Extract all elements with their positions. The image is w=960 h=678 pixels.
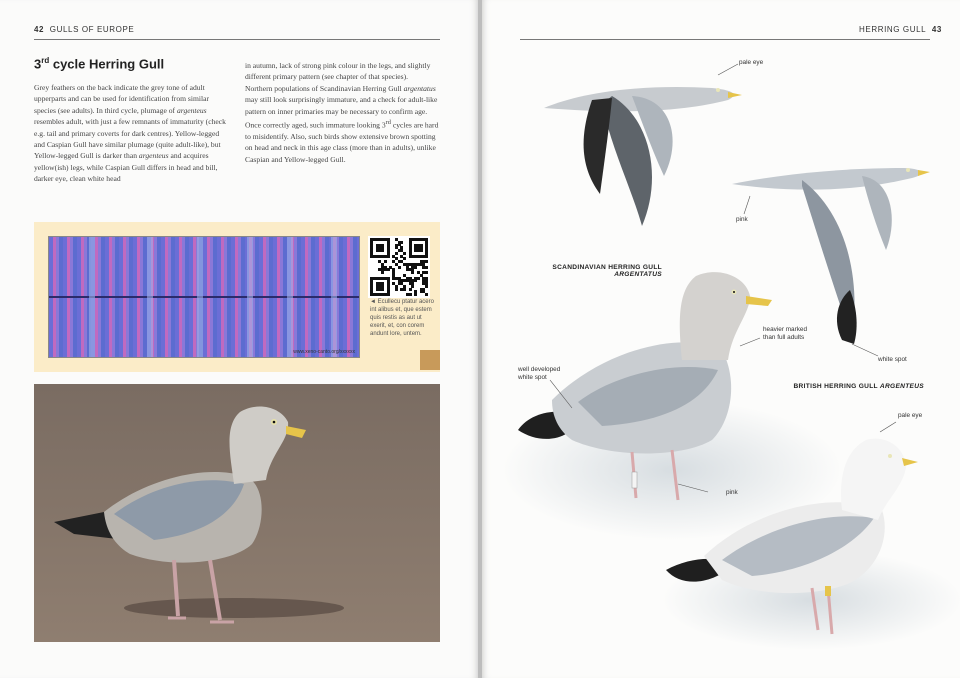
body-text-run: argenteus bbox=[138, 151, 169, 161]
body-text-run: argentatus bbox=[403, 83, 436, 93]
left-page bbox=[0, 0, 478, 678]
page-tab-marker bbox=[420, 350, 440, 370]
body-text-run: resembles adult, with just a few remnants of immaturity (check e.g. tail and primary coverts for dark centres). Yellow-legged and Caspian Gull have similar plumage (quite adult-like), but Yellow-legged Gull is darker than bbox=[34, 117, 226, 161]
body-text-run: Grey feathers on the back indicate the grey tone of adult upperparts and can be used for identification from similar species (see adults). In third cycle, plumage of bbox=[34, 83, 210, 115]
flying-gull-argentatus bbox=[544, 87, 742, 226]
caption-british bbox=[782, 383, 924, 390]
flying-gull-argenteus bbox=[732, 168, 930, 344]
gull-illustrations bbox=[482, 0, 960, 678]
body-text-run: may still look surprisingly immature, and a check for adult-like pattern on inner primaries may be necessary to confirm age. Once correctly aged, such immature looking 3 bbox=[245, 95, 438, 130]
body-column-1 bbox=[34, 82, 230, 185]
label-pale-eye-1: pale eye bbox=[739, 59, 764, 66]
body-text-run: and acquires yellow(ish) legs, while Caspian Gull differs in head and bill, darker eye, clean white head bbox=[34, 151, 218, 184]
caption-scandinavian-line2: ARGENTATUS bbox=[614, 271, 662, 278]
caption-scandinavian-line1: SCANDINAVIAN HERRING GULL bbox=[552, 264, 662, 271]
body-text-run: in autumn, lack of strong pink colour in the legs, and slightly different primary pattern (see chapter of that species). bbox=[245, 61, 431, 82]
body-column-2 bbox=[245, 60, 443, 165]
caption-british-subspecies: ARGENTEUS bbox=[879, 383, 924, 390]
sound-note: ◄ Ecullecu ptatur acero int alibus et, que estem quis restis as aut ut exerit, et, con corem andunt lore, untem. bbox=[370, 299, 434, 337]
title-number: 3 bbox=[34, 56, 42, 72]
gull-photo bbox=[34, 384, 440, 642]
body-text-run: cycles are hard to misidentify. Also, such birds show extensive brown spotting on head and neck in this age class (more than in adults), unlike Caspian and Yellow-legged Gull. bbox=[245, 120, 439, 164]
right-running-head-text: HERRING GULL bbox=[859, 25, 927, 34]
sonogram-credit: www.xeno-canto.org/xxxxxx bbox=[293, 349, 355, 355]
body-text-run: argenteus bbox=[176, 105, 207, 115]
label-pink-1: pink bbox=[736, 216, 748, 223]
label-pink-2: pink bbox=[726, 489, 738, 496]
right-page bbox=[482, 0, 960, 678]
title-sup: rd bbox=[41, 56, 50, 65]
left-header-rule bbox=[34, 39, 440, 40]
label-white-spot: white spot bbox=[878, 356, 907, 363]
page-title bbox=[34, 56, 164, 71]
left-running-head bbox=[34, 25, 134, 34]
sonogram bbox=[48, 236, 360, 358]
label-pale-eye-2: pale eye bbox=[898, 412, 923, 419]
body-text-run: rd bbox=[385, 119, 391, 127]
qr-code[interactable] bbox=[368, 236, 430, 298]
label-heavier-marked: heavier marked than full adults bbox=[763, 326, 808, 341]
title-text: cycle Herring Gull bbox=[49, 56, 165, 72]
body-text-run: Northern populations of Scandinavian Herring Gull bbox=[245, 83, 404, 93]
left-page-number: 42 bbox=[34, 25, 45, 34]
caption-scandinavian bbox=[542, 264, 662, 278]
standing-gull-photo bbox=[34, 384, 440, 642]
left-running-head-text: GULLS OF EUROPE bbox=[49, 25, 135, 34]
right-page-number: 43 bbox=[931, 25, 942, 34]
sound-box bbox=[34, 222, 440, 372]
caption-british-text: BRITISH HERRING GULL bbox=[793, 383, 880, 390]
label-well-developed: well developed white spot bbox=[518, 366, 561, 381]
